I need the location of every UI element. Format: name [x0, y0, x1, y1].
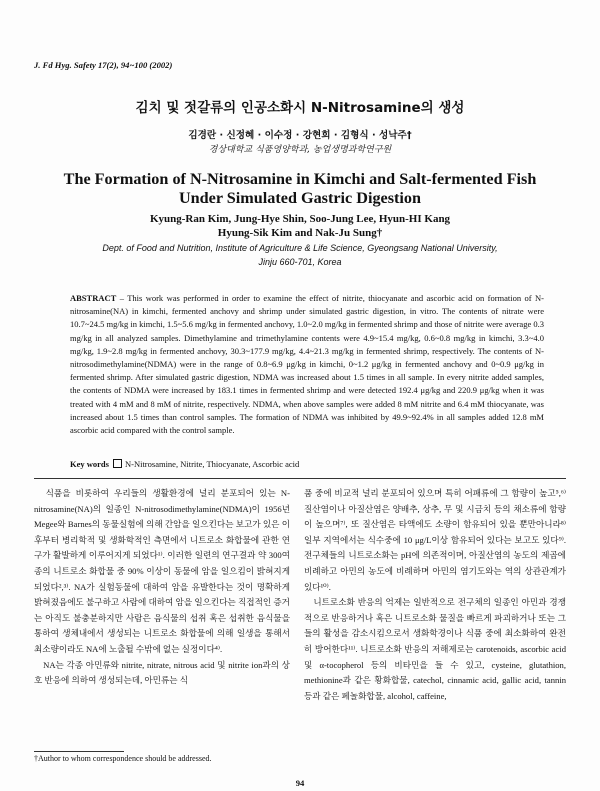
body-paragraph: 품 중에 비교적 널리 분포되어 있으며 특히 어패류에 그 함량이 높고⁵,⁶⁾ 질산염이나 아질산염은 양배추, 상추, 무 및 시금치 등의 채소류에 함량이 높으며⁷⁾, 또 질산염은 타액에도 소량이 함유되어 있을 뿐만아니라⁸⁾ 일부 지역에서는 식수중에 10 μg/L이상 함유되어 있다는 보고도 있다⁹⁾. 전구체들의 니트로소화는 pH에 의존적이며, 아질산염의 농도의 제곱에 비례하고 아민의 농도에 비례하며 아민의 염기도와는 역의 상관관계가 있다¹⁰⁾.	[304, 488, 566, 592]
keywords	[70, 459, 299, 469]
abstract-text: – This work was performed in order to examine the effect of nitrite, thiocyanate and ascorbic acid on formation of N-nitrosamine(NA) in kimchi, fermented anchovy and shrimp under simulated gastric digestion, in vitro. The contents of nitrate were 10.7~24.5 mg/kg in kimchi, 1.5~5.6 mg/kg in fermented anchovy, 1.0~2.0 mg/kg in fermented shrimp and those of nitrite were average 0.3 mg/kg in all analyzed samples. Dimethylamine and trimethylamine contents were 4.9~15.4 mg/kg, 0.6~0.8 mg/kg in kimchi, 3.3~4.0 mg/kg, 1.9~2.8 mg/kg in fermented anchovy, 30.3~177.9 mg/kg, 4.4~21.3 mg/kg in fermented shrimp, respectively. The contents of N-nitrosodimethylamine(NDMA) were in the range of 0.8~6.9 μg/kg in kimchi, 0~1.2 μg/kg in fermented anchovy and 0~0.9 μg/kg in fermented shrimp. After simulated gastric digestion, NDMA was increased about 1.5 times in all sample. In every nitrite added samples, the contents of NDMA were increased by 183.1 times in fermented shrimp and were detected 192.4 μg/kg and 220.9 μg/kg when it was treated with 4 mM and 8 mM of nitrite, respectively. NDMA, when above samples were added 8 mM nitrite and 6.4 mM thiocyanate, was increased about 1.5 times than control samples. The formation of NDMA was inhibited by 49.9~92.4% in all samples added 12.8 mM ascorbic acid compared with the control sample.	[70, 293, 545, 436]
english-authors	[0, 212, 600, 240]
english-affiliation-line1: Dept. of Food and Nutrition, Institute of Agriculture & Life Science, Gyeongsang National University,	[102, 243, 498, 253]
english-affiliation-line2: Jinju 660-701, Korea	[258, 257, 342, 267]
korean-authors: 김경란 · 신정혜 · 이수정 · 강현희 · 김형식 · 성낙주†	[188, 130, 412, 141]
body-paragraph: 니트로소화 반응의 억제는 일반적으로 전구체의 일종인 아민과 경쟁적으로 반응하거나 혹은 니트로소화 물질을 빠르게 파괴하거나 또는 그들의 활성을 감소시킴으로서 생화학경이나 식품 중에 최소화하여 완전히 방어한다¹¹⁾. 니트로소화 반응의 저해제로는 carotenoids, ascorbic acid 및 α-tocopherol 등의 비타민을 들 수 있고, cysteine, glutathion, methionine과 같은 황화합물, catechol, cinnamic acid, gallic acid, tannin 등과 같은 페놀화합물, alcohol, caffeine,	[304, 597, 566, 701]
english-title	[0, 170, 600, 208]
english-authors-line2: Hyung-Sik Kim and Nak-Ju Sung†	[217, 227, 383, 239]
keywords-text: N-Nitrosamine, Nitrite, Thiocyanate, Ascorbic acid	[124, 459, 300, 469]
checkbox-square-icon	[113, 459, 122, 468]
body-paragraph: NA는 각종 아민류와 nitrite, nitrate, nitrous acid 및 nitrite ion과의 상호 반응에 의하여 생성되는데, 아민류는 식	[34, 659, 290, 686]
english-title-line2: Under Simulated Gastric Digestion	[178, 189, 422, 207]
english-title-line1: The Formation of N-Nitrosamine in Kimchi and Salt-fermented Fish	[63, 170, 537, 188]
abstract-label: ABSTRACT	[70, 293, 117, 303]
page-number: 94	[295, 778, 305, 788]
korean-affiliation: 경상대학교 식품영양학과, 농업생명과학연구원	[208, 145, 392, 155]
abstract	[70, 292, 544, 437]
english-authors-line1: Kyung-Ran Kim, Jung-Hye Shin, Soo-Jung Lee, Hyun-HI Kang	[149, 213, 451, 225]
section-divider	[34, 478, 566, 479]
journal-citation: J. Fd Hyg. Safety 17(2), 94~100 (2002)	[34, 60, 173, 70]
body-column-right	[304, 486, 566, 704]
footnote-divider	[34, 751, 124, 752]
body-paragraph: 식품을 비롯하여 우리들의 생활환경에 널리 분포되어 있는 N-nitrosamine(NA)의 일종인 N-nitrosodimethylamine(NDMA)이 1956년 Megee와 Barnes의 동물실험에 의해 간암을 일으킨다는 보고가 있은 이후부터 병리학적 및 생화학적인 측면에서 니트로소 화합물에 관한 연구가 활발하게 이루어지게 되었다¹⁾. 이러한 일련의 연구결과 약 300여종의 니트로소 화합물 중 90% 이상이 동물에 암을 일으킴이 밝혀지게 되었다²,³⁾. NA가 실험동물에 대하여 암을 유발한다는 것이 명확하게 밝혀졌음에도 불구하고 사람에 대하여 암을 일으킨다는 직접적인 증거는 아직도 불충분하지만 사람은 음식물의 섭취 혹은 섭취한 음식물을 통하여 생체내에서 생성되는 니트로소 화합물에 의해 일생을 통해서 최소량이라도 NA에 노출될 수밖에 없는 실정이다⁴⁾.	[34, 488, 290, 654]
keywords-label: Key words	[70, 459, 109, 469]
english-affiliation	[0, 241, 600, 269]
body-column-left	[34, 486, 290, 689]
korean-title: 김치 및 젓갈류의 인공소화시 N-Nitrosamine의 생성	[135, 100, 465, 116]
footnote: †Author to whom correspondence should be addressed.	[34, 754, 212, 763]
